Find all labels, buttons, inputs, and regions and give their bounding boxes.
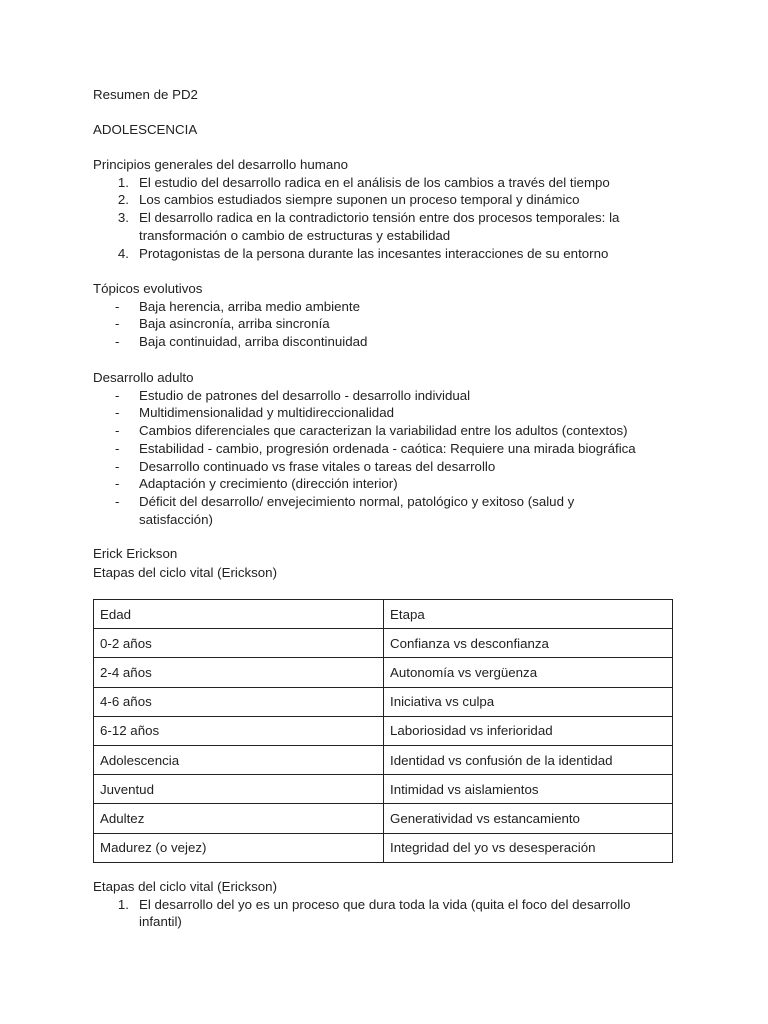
list-item — [93, 896, 708, 931]
list-item-text: Baja continuidad, arriba discontinuidad — [139, 334, 368, 350]
table-cell: 4-6 años — [94, 687, 384, 716]
list-item — [93, 493, 708, 528]
list-number: 4. — [117, 245, 129, 261]
list-item-text: Adaptación y crecimiento (dirección interior) — [139, 476, 398, 492]
principios-title: Principios generales del desarrollo humano — [93, 157, 349, 172]
table-row — [94, 716, 673, 745]
table-cell: 0-2 años — [94, 629, 384, 658]
dash-bullet: - — [115, 387, 120, 403]
table-row — [94, 745, 673, 774]
principios-list — [93, 174, 708, 263]
dash-bullet: - — [115, 440, 120, 456]
list-item — [93, 191, 708, 209]
list-item — [93, 333, 708, 351]
list-item-text: Estabilidad - cambio, progresión ordenada - caótica: Requiere una mirada biográfica — [139, 440, 636, 456]
table-cell: Integridad del yo vs desesperación — [384, 833, 673, 862]
list-item — [93, 298, 708, 316]
list-item — [93, 209, 708, 244]
topicos-section — [93, 280, 708, 351]
list-item-text: El desarrollo del yo es un proceso que dura toda la vida (quita el foco del desarrollo — [139, 896, 631, 912]
table-cell: Intimidad vs aislamientos — [384, 775, 673, 804]
list-item-text: Estudio de patrones del desarrollo - desarrollo individual — [139, 387, 471, 403]
list-item-text: Protagonistas de la persona durante las incesantes interacciones de su entorno — [139, 245, 609, 261]
section-heading: ADOLESCENCIA — [93, 122, 198, 137]
adulto-section — [93, 369, 708, 528]
table-cell: Laboriosidad vs inferioridad — [384, 716, 673, 745]
table-cell: Autonomía vs vergüenza — [384, 658, 673, 687]
table-cell: Adultez — [94, 804, 384, 833]
dash-bullet: - — [115, 334, 120, 350]
list-item — [93, 458, 708, 476]
table-cell: Generatividad vs estancamiento — [384, 804, 673, 833]
etapas-title: Etapas del ciclo vital (Erickson) — [93, 879, 278, 894]
list-number: 1. — [117, 174, 129, 190]
list-number: 3. — [117, 210, 129, 226]
list-item-text: Cambios diferenciales que caracterizan la variabilidad entre los adultos (contextos) — [139, 423, 628, 439]
dash-bullet: - — [115, 316, 120, 332]
list-item — [93, 404, 708, 422]
list-item-text: Los cambios estudiados siempre suponen un proceso temporal y dinámico — [139, 192, 580, 208]
list-item-text: Desarrollo continuado vs frase vitales o tareas del desarrollo — [139, 458, 496, 474]
author-name: Erick Erickson — [93, 546, 178, 561]
list-item-text: El desarrollo radica en la contradictorio tensión entre dos procesos temporales: la — [139, 210, 620, 226]
list-item-text: infantil) — [139, 914, 182, 930]
list-item-text: Baja asincronía, arriba sincronía — [139, 316, 330, 332]
table-header-row — [94, 600, 673, 629]
list-item — [93, 422, 708, 440]
list-number: 2. — [117, 192, 129, 208]
topicos-list — [93, 298, 708, 351]
stages-table — [93, 599, 673, 863]
list-item — [93, 315, 708, 333]
etapas-section — [93, 878, 708, 931]
list-item — [93, 387, 708, 405]
table-cell: 6-12 años — [94, 716, 384, 745]
table-row — [94, 804, 673, 833]
list-item — [93, 174, 708, 192]
etapas-list — [93, 896, 708, 931]
table-title: Etapas del ciclo vital (Erickson) — [93, 565, 278, 580]
list-item — [93, 440, 708, 458]
dash-bullet: - — [115, 405, 120, 421]
table-cell: Identidad vs confusión de la identidad — [384, 745, 673, 774]
table-row — [94, 833, 673, 862]
list-item-text: Baja herencia, arriba medio ambiente — [139, 298, 361, 314]
table-header-cell: Edad — [94, 600, 384, 629]
list-item-text: Multidimensionalidad y multidireccionalidad — [139, 405, 394, 421]
table-row — [94, 775, 673, 804]
adulto-title: Desarrollo adulto — [93, 370, 194, 385]
principios-section — [93, 156, 708, 262]
table-cell: Iniciativa vs culpa — [384, 687, 673, 716]
list-item-text: transformación o cambio de estructuras y estabilidad — [139, 227, 451, 243]
dash-bullet: - — [115, 298, 120, 314]
list-item — [93, 475, 708, 493]
table-row — [94, 629, 673, 658]
list-item-text: Déficit del desarrollo/ envejecimiento normal, patológico y exitoso (salud y — [139, 493, 575, 509]
list-number: 1. — [117, 896, 129, 912]
table-row — [94, 658, 673, 687]
table-cell: Juventud — [94, 775, 384, 804]
dash-bullet: - — [115, 423, 120, 439]
table-cell: Adolescencia — [94, 745, 384, 774]
dash-bullet: - — [115, 476, 120, 492]
table-cell: 2-4 años — [94, 658, 384, 687]
table-cell: Confianza vs desconfianza — [384, 629, 673, 658]
list-item-text: satisfacción) — [139, 511, 213, 527]
doc-title: Resumen de PD2 — [93, 87, 198, 102]
table-header-cell: Etapa — [384, 600, 673, 629]
dash-bullet: - — [115, 493, 120, 509]
list-item-text: El estudio del desarrollo radica en el análisis de los cambios a través del tiempo — [139, 174, 610, 190]
list-item — [93, 245, 708, 263]
table-row — [94, 687, 673, 716]
dash-bullet: - — [115, 458, 120, 474]
table-cell: Madurez (o vejez) — [94, 833, 384, 862]
topicos-title: Tópicos evolutivos — [93, 281, 203, 296]
adulto-list — [93, 387, 708, 529]
